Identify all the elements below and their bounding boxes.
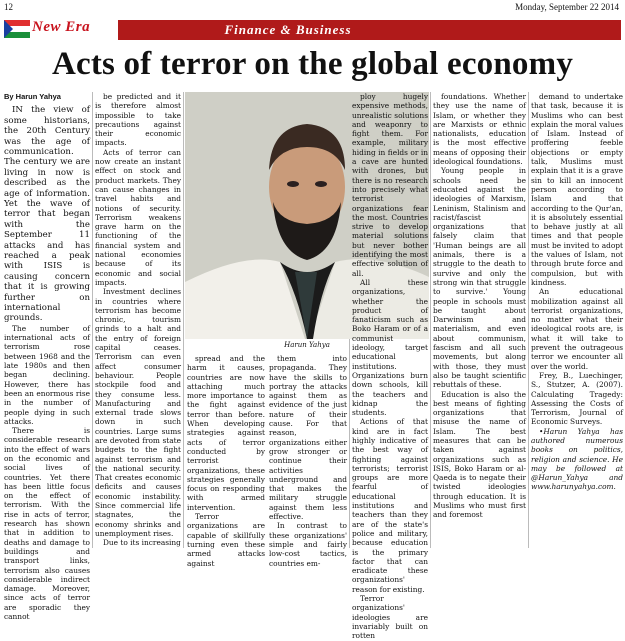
article-paragraph: •Harun Yahya has authored numerous books on politics, religion and science. He may be followed at @Harun_Yahya and www.harunyahya.com. — [531, 426, 623, 492]
masthead — [0, 14, 625, 42]
article-paragraph: Frey, B., Luechinger, S., Stutzer, A. (2007). Calculating Tragedy: Assessing the Costs of Terrorism, Journal of Economic Surveys. — [531, 370, 623, 427]
article-paragraph: All these organizations, whether the product of fanaticism such as Boko Haram or of a communist ideology, target educational institutions. Organizations burn down schools, kill the teachers and kidnap the students. — [352, 277, 428, 418]
article-paragraph: IN the view of some historians, the 20th Century was the age of communication. The century we are living in now is described as the age of information. Yet the wave of terror that began with the September 11 attacks and has reached a peak with ISIS is causing concern that it is growing further on international grounds. — [4, 105, 90, 324]
article-paragraph: Investment declines in countries where terrorism has become chronic, tourism grinds to a halt and the entry of foreign capital ceases. Terrorism can even affect consumer behaviour. People stockpile food and they consume less. Manufacturing and external trade slows down in such countries. Large sums are devoted from state budgets to the fight against terrorism and the national security. That creates economic deficits and causes economic instability. Since commercial life stagnates, the economy shrinks and unemployment rises. — [95, 287, 181, 538]
article-paragraph: An educational mobilization against all terrorist organizations, no matter what their ideological roots are, is what it will take to prevent the outrageous terror we encounter all over the world. — [531, 287, 623, 371]
column-divider — [528, 92, 529, 548]
issue-date: Monday, September 22 2014 — [515, 2, 619, 12]
article-paragraph: Actions of that kind are in fact highly indicative of the best way of fighting against terrorists; terrorist groups are more fearful of educational institutions and teachers than they are of the state's police and military, because education is the primary factor that can eradicate these organizations' reason for existing. — [352, 417, 428, 594]
section-label: Finance & Business — [224, 22, 352, 37]
article-headline: Acts of terror on the global economy — [51, 46, 574, 82]
article-paragraph: them into propaganda. They have the skills to portray the attacks against them as evidence of the just nature of their cause. For that reason, organizations either grow stronger or continue their activities underground and that makes the military struggle against them less effective. — [269, 354, 347, 522]
article-column-1 — [4, 92, 90, 622]
article-column-4 — [269, 354, 347, 568]
article-paragraph: Terror organizations' ideologies are invariably built on rotten — [352, 594, 428, 641]
article-paragraph: ploy hugely expensive methods, unrealistic solutions and weaponry to fight them. For example, military hiding in fields or in a cave are hunted with drones, but there is no research into precisely what terrorist organizations fear the most. Countries strive to develop material solutions but never bother identifying the most effective solution of all. — [352, 92, 428, 278]
article-column-7 — [531, 92, 623, 550]
article-column-6 — [433, 92, 526, 550]
article-paragraph: be predicted and it is therefore almost impossible to take precautions against their economic impacts. — [95, 92, 181, 148]
article-paragraph: Young people in schools need be educated against the ideologies of Marxism, Leninism, Stalinism and racist/fascist organizations that falsely claim that 'Human beings are all animals, there is a struggle to the death to survive and only the strong win that struggle to survive.' Young people in schools must be taught about Darwinism and materialism, and even about communism, fascism and all such movements, but along with those, they must also be taught scientific rebuttals of these. — [433, 166, 526, 390]
article-paragraph: Terror organizations are capable of skillfully turning even these armed attacks against — [187, 512, 265, 568]
section-banner — [118, 20, 621, 40]
column-divider — [183, 92, 184, 548]
article-paragraph: foundations. Whether they use the name of Islam, or whether they are Marxists or ethnic nationalists, education is the most effective means of opposing their ideological foundations. — [433, 92, 526, 167]
article-paragraph: demand to undertake that task, because it is Muslims who can best explain the moral values of Islam. Instead of proffering feeble objections or empty talk, Muslims must explain that it is a grave sin to kill an innocent person according to Islam and that according to the Qur'an, it is absolutely essential to behave justly at all times and that people must be invited to adopt the values of Islam, not through brute force and compulsion, but with kindness. — [531, 92, 623, 287]
page-header — [0, 0, 625, 14]
article-column-3 — [187, 354, 265, 568]
photo-caption: Harun Yahya — [284, 341, 330, 349]
article-paragraph: In contrast to these organizations' simple and fairly low-cost tactics, countries em- — [269, 521, 347, 568]
article-paragraph: Due to its increasing — [103, 538, 181, 548]
article-paragraph: There is considerable research into the effect of wars on the economic and social lives of countries. Yet there has been little focus on the effect of terrorism. With the rise in acts of terror, research has shown that in addition to deaths and damage to buildings and transport links, terrorism also causes considerable indirect damage. Moreover, since acts of terror are sporadic they cannot — [4, 426, 90, 622]
page-number: 12 — [4, 2, 13, 12]
column-divider — [430, 92, 431, 548]
column-divider — [92, 92, 93, 548]
flag-icon — [4, 20, 30, 38]
paper-logo[interactable] — [4, 18, 114, 40]
article-paragraph: spread and the harm it causes, countries are now attaching much more importance to the fight against terror than before. When developing strategies against acts of terror conducted by terrorist organizations, these strategies generally focus on responding with armed intervention. — [187, 354, 265, 512]
paper-name: New Era — [32, 19, 91, 35]
article-column-5 — [352, 92, 428, 641]
article-column-2 — [95, 92, 181, 550]
article-paragraph: The number of international acts of terrorism rose between 1968 and the late 1980s and then began declining. However, there has been an enormous rise in the number of people dying in such attacks. — [4, 323, 90, 426]
article-paragraph: Acts of terror can now create an instant effect on stock and product markets. They can cause changes in travel habits and notions of security. Terrorism weakens grave harm on the functioning of the financial system and national economies because of its economic and social impacts. — [95, 147, 181, 287]
byline: By Harun Yahya — [4, 92, 61, 101]
article-paragraph: Education is also the best means of fighting organizations that misuse the name of Islam. The best measures that can be taken against organizations such as ISIS, Boko Haram or al-Qaeda is to negate their twisted ideologies through education. It is Muslims who must first and foremost — [433, 389, 526, 520]
